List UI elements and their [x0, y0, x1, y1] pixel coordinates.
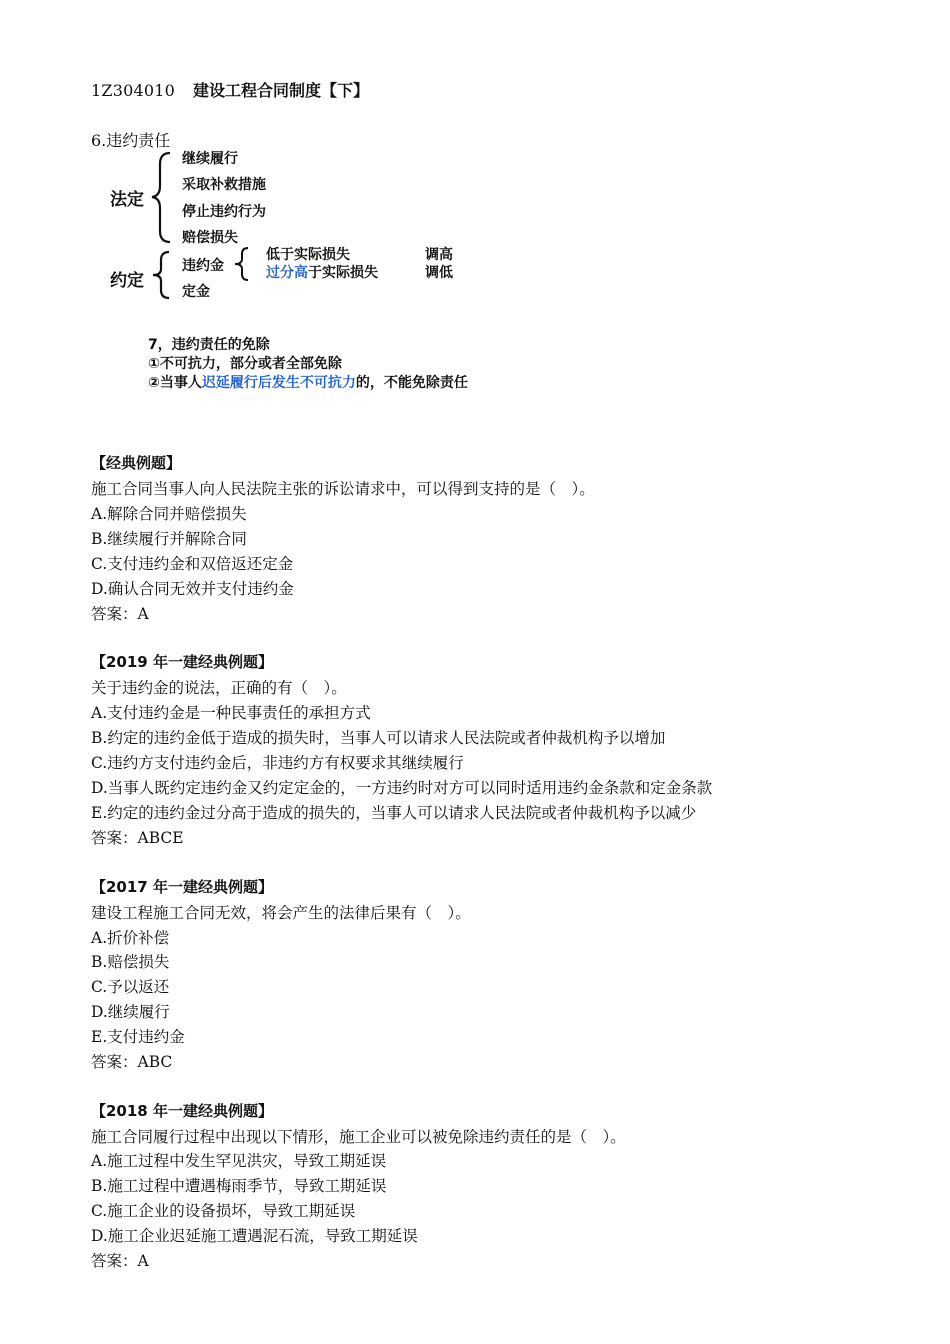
agreed-brace: [150, 250, 174, 300]
section-title: 建设工程合同制度【下】: [192, 81, 369, 100]
answer: 答案：ABC: [91, 1053, 173, 1071]
section-code: 1Z304010: [91, 81, 175, 100]
legal-item: 采取补救措施: [182, 177, 266, 193]
option: D.确认合同无效并支付违约金: [91, 580, 294, 598]
option: E.支付违约金: [91, 1028, 185, 1046]
option: D.继续履行: [91, 1003, 170, 1021]
legal-brace: [150, 150, 174, 245]
section-6-title: 6.违约责任: [91, 131, 171, 150]
option: C.予以返还: [91, 978, 170, 996]
option: A.解除合同并赔偿损失: [91, 505, 247, 523]
option: A.施工过程中发生罕见洪灾，导致工期延误: [91, 1152, 387, 1170]
legal-label: 法定: [110, 190, 144, 210]
exemption-line: ②当事人迟延履行后发生不可抗力的，不能免除责任: [148, 375, 468, 391]
example-heading: 【经典例题】: [91, 454, 182, 472]
example-heading: 【2017 年一建经典例题】: [91, 878, 273, 896]
option: C.支付违约金和双倍返还定金: [91, 555, 294, 573]
option: B.继续履行并解除合同: [91, 530, 247, 548]
penalty-row: 过分高于实际损失: [266, 265, 378, 281]
option: A.折价补偿: [91, 929, 170, 947]
example-heading: 【2019 年一建经典例题】: [91, 653, 273, 671]
exemption-title: 7，违约责任的免除: [148, 337, 270, 353]
agreed-label: 约定: [110, 271, 144, 291]
penalty-action: 调低: [425, 265, 453, 281]
answer: 答案：ABCE: [91, 829, 184, 847]
exemption-line: ①不可抗力，部分或者全部免除: [148, 356, 342, 372]
page-title: [91, 78, 369, 101]
question-text: 施工合同当事人向人民法院主张的诉讼请求中，可以得到支持的是（ ）。: [91, 480, 595, 498]
penalty-row: 低于实际损失: [266, 247, 350, 263]
question-text: 关于违约金的说法，正确的有（ ）。: [91, 679, 347, 697]
option: E.约定的违约金过分高于造成的损失的，当事人可以请求人民法院或者仲裁机构予以减少: [91, 804, 697, 822]
penalty-brace: [232, 246, 252, 282]
legal-item: 停止违约行为: [182, 204, 266, 220]
option: B.施工过程中遭遇梅雨季节，导致工期延误: [91, 1177, 387, 1195]
option: D.当事人既约定违约金又约定定金的，一方违约时对方可以同时适用违约金条款和定金条款: [91, 779, 713, 797]
deposit-label: 定金: [182, 284, 210, 300]
penalty-label: 违约金: [182, 258, 224, 274]
option: B.赔偿损失: [91, 953, 170, 971]
legal-item: 继续履行: [182, 151, 238, 167]
legal-item: 赔偿损失: [182, 230, 238, 246]
example-heading: 【2018 年一建经典例题】: [91, 1102, 273, 1120]
penalty-action: 调高: [425, 247, 453, 263]
answer: 答案：A: [91, 605, 149, 623]
option: A.支付违约金是一种民事责任的承担方式: [91, 704, 371, 722]
answer: 答案：A: [91, 1252, 149, 1270]
option: B.约定的违约金低于造成的损失时，当事人可以请求人民法院或者仲裁机构予以增加: [91, 729, 666, 747]
option: C.违约方支付违约金后，非违约方有权要求其继续履行: [91, 754, 464, 772]
question-text: 施工合同履行过程中出现以下情形，施工企业可以被免除违约责任的是（ ）。: [91, 1128, 626, 1146]
question-text: 建设工程施工合同无效，将会产生的法律后果有（ ）。: [91, 904, 471, 922]
option: D.施工企业迟延施工遭遇泥石流，导致工期延误: [91, 1227, 418, 1245]
option: C.施工企业的设备损坏，导致工期延误: [91, 1202, 356, 1220]
